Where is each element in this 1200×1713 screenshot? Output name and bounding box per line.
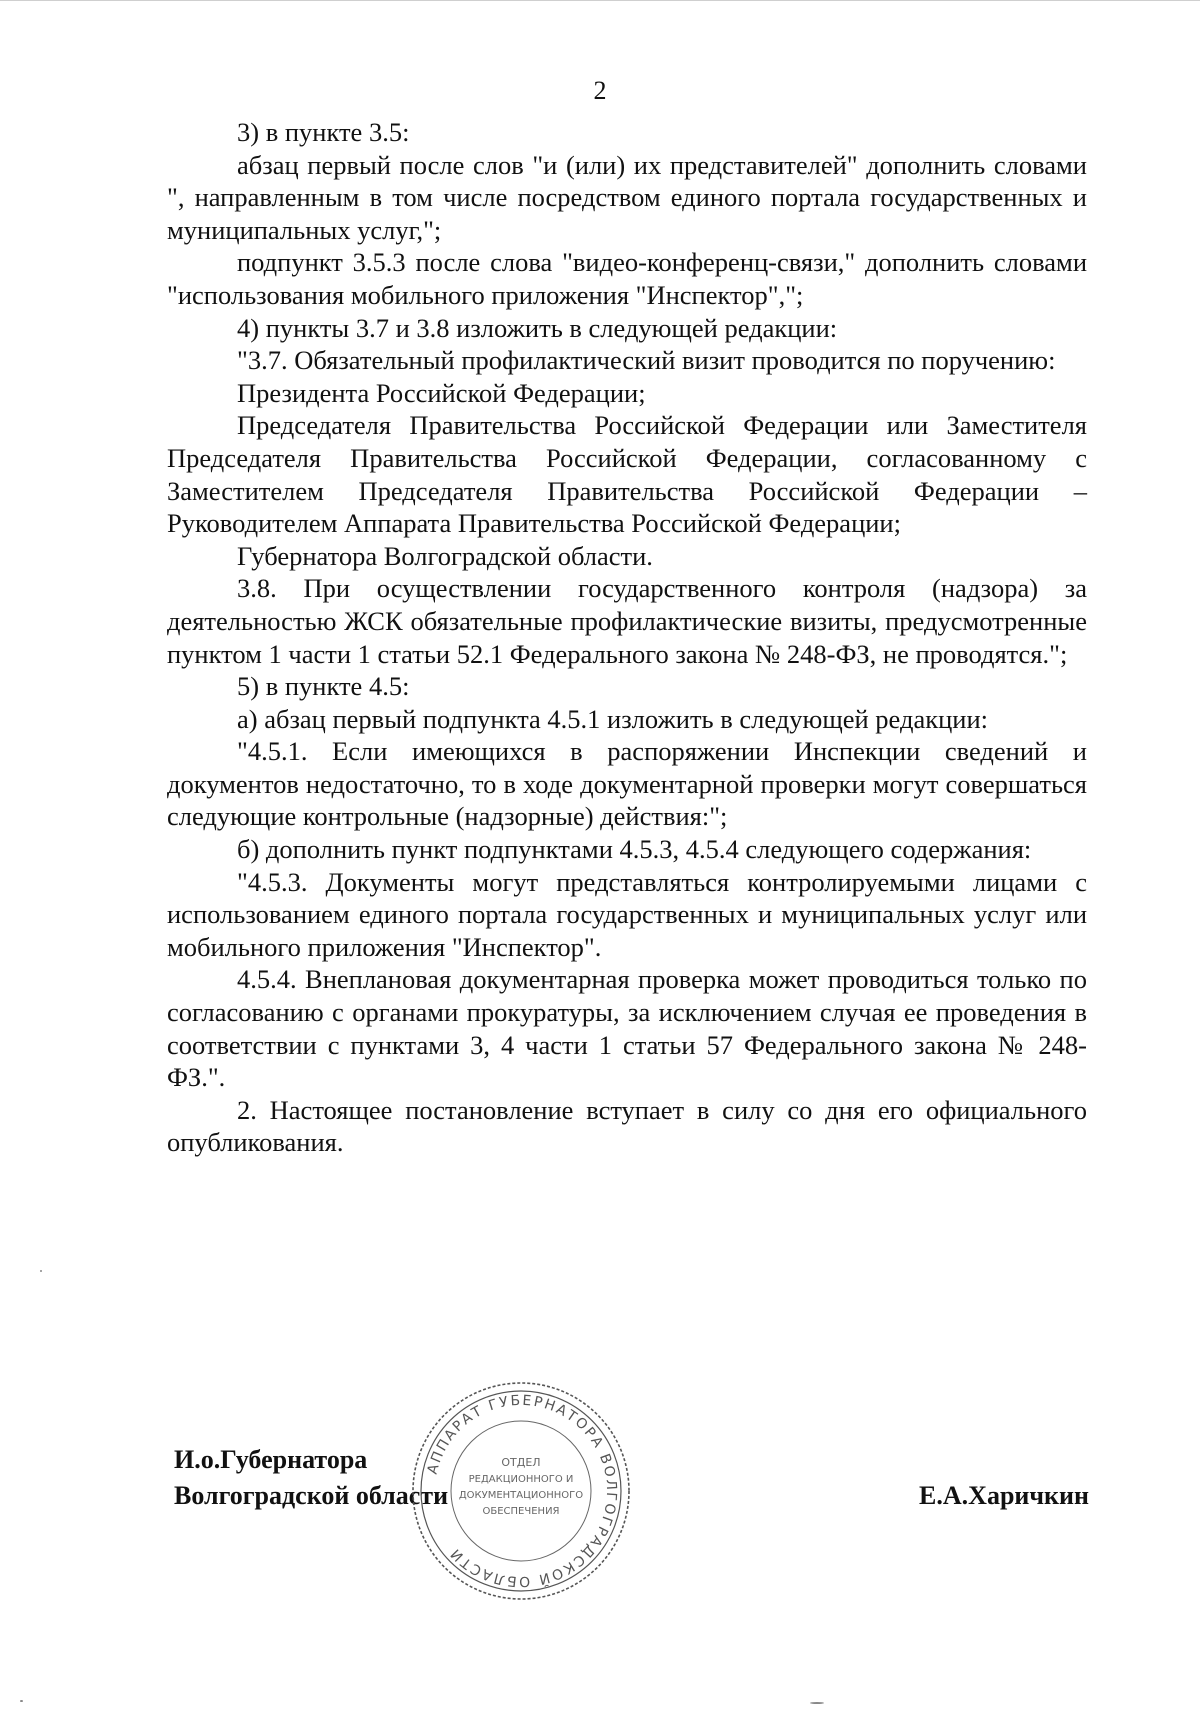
stamp-inner-line2: РЕДАКЦИОННОГО И	[468, 1474, 574, 1485]
stamp-outer-text-path: АППАРАТ ГУБЕРНАТОРА ВОЛГОГРАДСКОЙ ОБЛАСТИ	[424, 1392, 620, 1590]
stamp-inner-line1: ОТДЕЛ	[501, 1456, 541, 1469]
paragraph-item-4: 4) пункты 3.7 и 3.8 изложить в следующей редакции:	[237, 312, 838, 343]
paragraph-subitem-3-5-3: подпункт 3.5.3 после слова "видео-конференц-связи," дополнить словами "использования мобильного приложения "Инспектор",";	[167, 247, 1087, 310]
scan-speck	[810, 1702, 824, 1704]
paragraph-b: б) дополнить пункт подпунктами 4.5.3, 4.5.4 следующего содержания:	[237, 834, 1032, 865]
paragraph-4-5-3: "4.5.3. Документы могут представляться контролируемыми лицами с использованием единого портала государственных и муниципальных услуг или мобильного приложения "Инспектор".	[167, 866, 1087, 962]
paragraph-a: а) абзац первый подпункта 4.5.1 изложить в следующей редакции:	[237, 703, 988, 734]
paragraph-3-7: "3.7. Обязательный профилактический визит проводится по поручению:	[237, 345, 1056, 376]
paragraph-4-5-4: 4.5.4. Внеплановая документарная проверка может проводиться только по согласованию с органами прокуратуры, за исключением случая ее проведения в соответствии с пунктами 3, 4 части 1 статьи 57 Федерального закона № 248-ФЗ.".	[167, 964, 1087, 1093]
signatory-position	[174, 1442, 448, 1514]
signatory-name: Е.А.Харичкин	[919, 1481, 1089, 1510]
paragraph-governor: Губернатора Волгоградской области.	[237, 540, 653, 571]
stamp-inner-line4: ОБЕСПЕЧЕНИЯ	[482, 1506, 560, 1517]
paragraph-item-5: 5) в пункте 4.5:	[237, 671, 410, 702]
paragraph-3-8: 3.8. При осуществлении государственного контроля (надзора) за деятельностью ЖСК обязательные профилактические визиты, предусмотренные пунктом 1 части 1 статьи 52.1 Федерального закона № 248-ФЗ, не проводятся.";	[167, 573, 1087, 669]
document-body	[167, 116, 1087, 1159]
paragraph-item-3: 3) в пункте 3.5:	[237, 117, 410, 147]
paragraph-abzac-first: абзац первый после слов "и (или) их представителей" дополнить словами ", направленным в том числе посредством единого портала государственных и муниципальных услуг,";	[167, 149, 1087, 245]
page-number: 2	[593, 76, 607, 105]
signatory-position-line1: И.о.Губернатора	[174, 1445, 368, 1474]
paragraph-chairman: Председателя Правительства Российской Федерации или Заместителя Председателя Правительства Российской Федерации, согласованному с Заместителем Председателя Правительства Российской Федерации – Руководителем Аппарата Правительства Российской Федерации;	[167, 410, 1087, 539]
paragraph-president: Президента Российской Федерации;	[237, 377, 646, 408]
scan-edge	[0, 0, 1200, 1]
scan-speck	[20, 1700, 23, 1702]
stamp-inner-line3: ДОКУМЕНТАЦИОННОГО	[458, 1490, 584, 1501]
signatory-position-line2: Волгоградской области	[174, 1481, 449, 1510]
scan-speck	[40, 1270, 42, 1272]
paragraph-4-5-1: "4.5.1. Если имеющихся в распоряжении Инспекции сведений и документов недостаточно, то в ходе документарной проверки могут совершаться следующие контрольные (надзорные) действия:";	[167, 736, 1087, 832]
official-stamp	[408, 1378, 634, 1604]
paragraph-item-2: 2. Настоящее постановление вступает в силу со дня его официального опубликования.	[167, 1094, 1087, 1158]
